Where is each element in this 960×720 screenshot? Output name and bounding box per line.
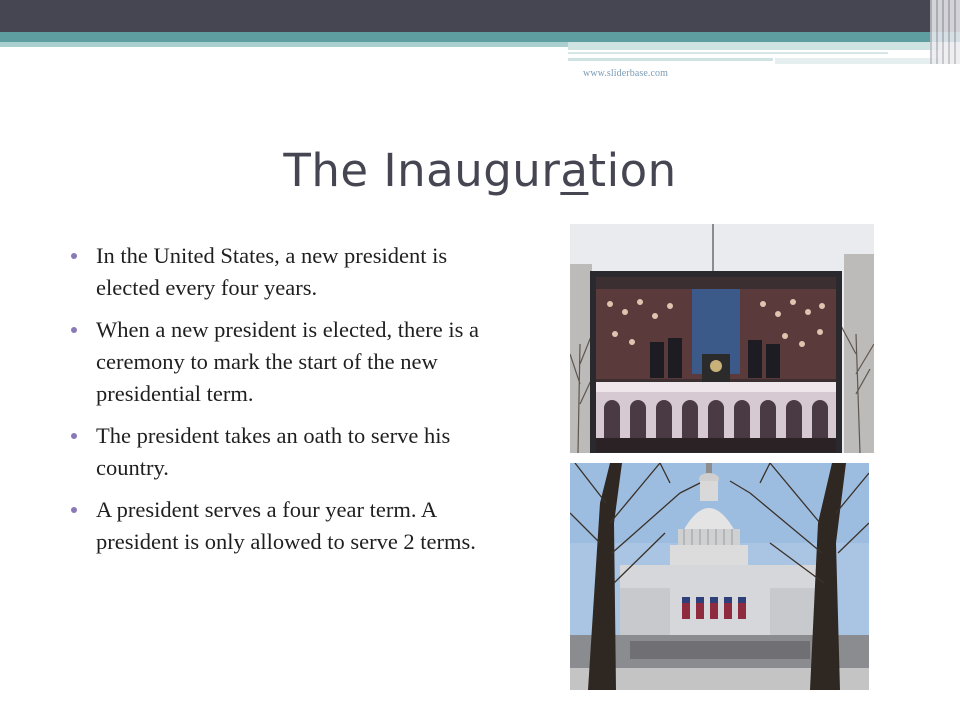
bullet-dot-icon (71, 433, 77, 439)
bullet-item (70, 240, 490, 304)
bullet-text: A president serves a four year term. A president is only allowed to serve 2 terms. (96, 497, 476, 554)
title-part-2: tion (588, 144, 677, 197)
title-part-1: The Inaugur (283, 144, 561, 197)
bullet-dot-icon (71, 507, 77, 513)
capitol-building-illustration (570, 463, 869, 690)
bullet-item (70, 314, 490, 410)
inauguration-screen-photo (570, 224, 874, 453)
header-teal-bar (0, 32, 960, 42)
header-accent-bar-small (568, 58, 773, 61)
capitol-building-photo (570, 463, 869, 690)
header-dark-band (0, 0, 960, 32)
bullet-text: In the United States, a new president is elected every four years. (96, 243, 448, 300)
header-light-bar (0, 42, 568, 47)
header-accent-line (568, 52, 888, 54)
bullet-text: The president takes an oath to serve his country. (96, 423, 451, 480)
bullet-text: When a new president is elected, there is a ceremony to mark the start of the new presidential term. (96, 317, 479, 406)
slide-title (0, 144, 960, 197)
inauguration-screen-illustration (570, 224, 874, 453)
header-stripes-decoration (930, 0, 960, 64)
bullet-item (70, 494, 490, 558)
bullet-item (70, 420, 490, 484)
bullet-dot-icon (71, 253, 77, 259)
watermark-text: www.sliderbase.com (583, 68, 669, 79)
header-accent-bar-right (775, 58, 940, 64)
title-underlined-letter: a (560, 144, 589, 197)
bullet-dot-icon (71, 327, 77, 333)
header-accent-bar (568, 42, 940, 50)
bullet-list (70, 240, 490, 568)
